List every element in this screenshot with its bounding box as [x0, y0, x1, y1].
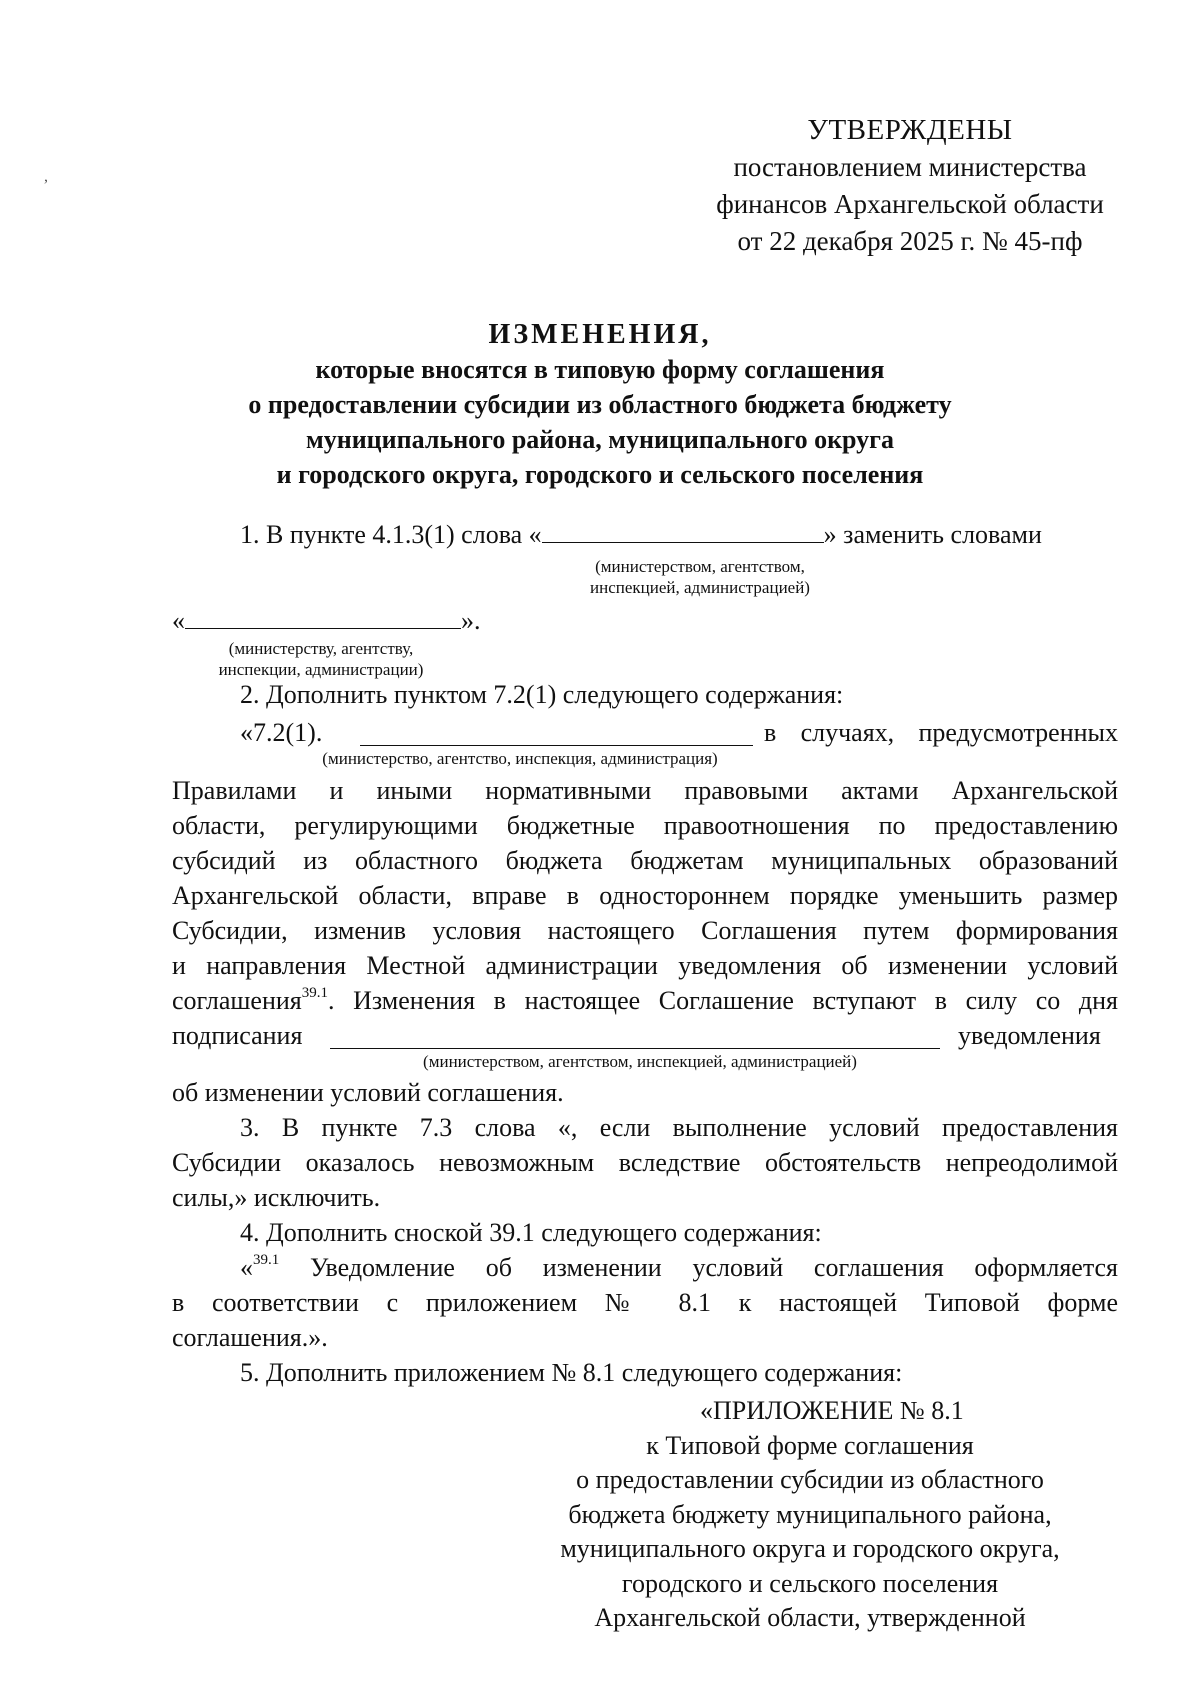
item2-caption: (министерство, агентство, инспекция, администрация) [322, 749, 718, 768]
sign-caption: (министерством, агентством, инспекцией, администрацией) [423, 1052, 857, 1071]
appendix-line: муниципального округа и городского округа, [560, 1534, 1060, 1563]
caption-line: (министерству, агентству, [228, 639, 414, 658]
body-text: соглашения [172, 986, 302, 1015]
item2-lead-number: «7.2(1). [240, 718, 323, 747]
item1-suffix: » заменить словами [823, 520, 1042, 549]
body-text: Уведомление об изменении условий соглашения оформляется [279, 1253, 1118, 1282]
appendix-line: к Типовой форме соглашения [646, 1430, 974, 1460]
item1-line [240, 518, 1042, 552]
sign-label: подписания [172, 1021, 303, 1050]
item2-body-line: Субсидии, изменив условия настоящего Соглашения путем формирования [172, 916, 1118, 945]
item1-caption-2 [186, 638, 456, 680]
footnote-ref: 39.1 [253, 1252, 280, 1269]
open-quote: « [172, 606, 185, 635]
approval-stamp [680, 112, 1140, 260]
fill-blank [185, 627, 461, 629]
heading-line: и городского округа, городского и сельского поселения [276, 460, 924, 489]
open-quote: « [240, 1253, 253, 1282]
appendix-title: «ПРИЛОЖЕНИЕ № 8.1 [700, 1396, 964, 1425]
item3-line: 3. В пункте 7.3 слова «, если выполнение условий предоставления [240, 1113, 1118, 1142]
caption-line: (министерством, агентством, [595, 557, 805, 576]
item3-line: Субсидии оказалось невозможным вследствие обстоятельств непреодолимой [172, 1148, 1118, 1177]
appendix-block [530, 1394, 1090, 1636]
item2-intro: 2. Дополнить пунктом 7.2(1) следующего содержания: [240, 680, 844, 709]
approval-line: постановлением министерства [733, 152, 1087, 182]
item4-line: 4. Дополнить сноской 39.1 следующего содержания: [240, 1218, 822, 1247]
approval-line: от 22 декабря 2025 г. № 45-пф [737, 226, 1083, 256]
item1-prefix: 1. В пункте 4.1.3(1) слова « [240, 520, 542, 549]
heading-main: ИЗМЕНЕНИЯ, [488, 319, 712, 350]
caption-line: инспекции, администрации) [218, 660, 424, 679]
item4-line: соглашения.». [172, 1323, 328, 1352]
scan-speck: , [44, 168, 48, 185]
item1-replacement-line [172, 604, 481, 638]
document-heading [170, 317, 1030, 492]
item4-line [240, 1251, 1118, 1285]
item2-body-line: Архангельской области, вправе в одностороннем порядке уменьшить размер [172, 881, 1118, 910]
footnote-ref: 39.1 [301, 985, 328, 1002]
fill-blank [542, 541, 824, 543]
fill-blank [360, 744, 753, 746]
item2-tail: об изменении условий соглашения. [172, 1078, 564, 1107]
heading-line: муниципального района, муниципального округа [306, 425, 894, 454]
item3-line: силы,» исключить. [172, 1183, 381, 1212]
item2-lead-tail: в случаях, предусмотренных [764, 718, 1118, 747]
item2-body-line [172, 984, 1118, 1018]
heading-line: о предоставлении субсидии из областного бюджета бюджету [248, 390, 952, 419]
appendix-line: городского и сельского поселения [621, 1568, 999, 1598]
approval-title: УТВЕРЖДЕНЫ [807, 114, 1013, 146]
heading-line: которые вносятся в типовую форму соглашения [315, 355, 885, 384]
item2-body-line: области, регулирующими бюджетные правоотношения по предоставлению [172, 811, 1118, 840]
item2-body-line: субсидий из областного бюджета бюджетам муниципальных образований [172, 846, 1118, 875]
item5-line: 5. Дополнить приложением № 8.1 следующего содержания: [240, 1358, 903, 1387]
appendix-line: Архангельской области, утвержденной [594, 1603, 1026, 1632]
body-text: . Изменения в настоящее Соглашение вступают в силу со дня [328, 986, 1118, 1015]
item2-body-line: Правилами и иными нормативными правовыми актами Архангельской [172, 776, 1118, 805]
item2-body-line: и направления Местной администрации уведомления об изменении условий [172, 951, 1118, 980]
caption-line: инспекцией, администрацией) [590, 578, 810, 597]
item4-line: в соответствии с приложением № 8.1 к настоящей Типовой форме [172, 1288, 1118, 1317]
appendix-line: о предоставлении субсидии из областного [576, 1465, 1044, 1494]
appendix-line: бюджета бюджету муниципального района, [568, 1499, 1052, 1529]
approval-line: финансов Архангельской области [716, 189, 1104, 219]
item1-caption [565, 556, 835, 598]
sign-tail: уведомления [958, 1021, 1101, 1050]
fill-blank [330, 1047, 940, 1049]
close-quote: ». [461, 606, 481, 635]
item2-lead [240, 716, 322, 750]
